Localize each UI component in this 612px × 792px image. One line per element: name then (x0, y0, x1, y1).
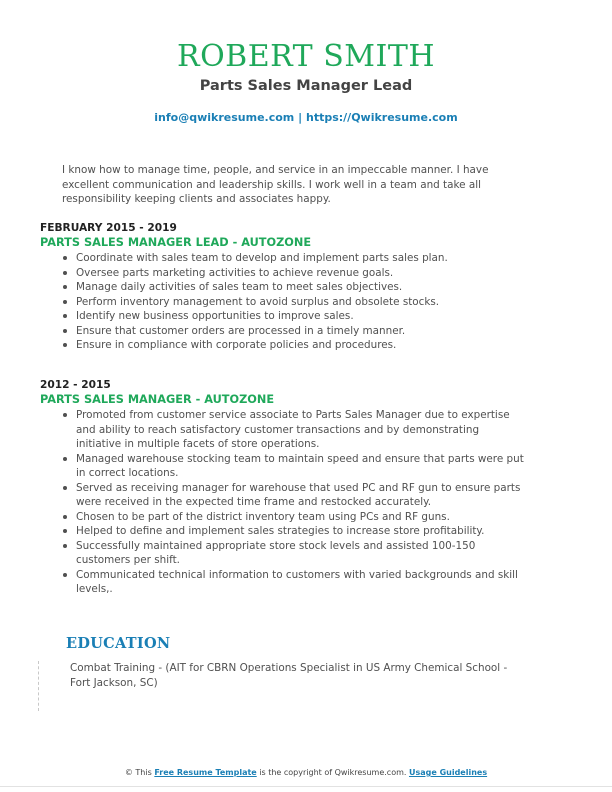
education-block (38, 659, 538, 711)
job-bullets (40, 408, 524, 597)
bullet-item: Successfully maintained appropriate store stock levels and assisted 100-150 customers per shift. (76, 539, 524, 568)
bullet-item: Ensure in compliance with corporate policies and procedures. (76, 338, 540, 353)
bullet-item: Oversee parts marketing activities to achieve revenue goals. (76, 266, 540, 281)
website-link[interactable]: https://Qwikresume.com (305, 111, 458, 124)
usage-guidelines-link[interactable]: Usage Guidelines (408, 768, 488, 777)
bullet-item: Identify new business opportunities to improve sales. (76, 309, 540, 324)
bullet-item: Ensure that customer orders are processed in a timely manner. (76, 324, 540, 339)
free-template-link[interactable]: Free Resume Template (154, 768, 257, 777)
bullet-item: Perform inventory management to avoid surplus and obsolete stocks. (76, 295, 540, 310)
bullet-item: Chosen to be part of the district inventory team using PCs and RF guns. (76, 510, 524, 525)
bullet-item: Coordinate with sales team to develop and implement parts sales plan. (76, 251, 540, 266)
job-entry-1 (40, 222, 540, 353)
bullet-item: Communicated technical information to customers with varied backgrounds and skill levels,. (76, 568, 524, 597)
bullet-item: Helped to define and implement sales strategies to increase store profitability. (76, 524, 524, 539)
job-title: PARTS SALES MANAGER - AUTOZONE (40, 393, 275, 406)
footer-divider (0, 786, 612, 787)
education-heading: EDUCATION (66, 635, 171, 652)
contact-line (0, 111, 612, 125)
job-entry-2 (40, 379, 540, 597)
bullet-item: Managed warehouse stocking team to maintain speed and ensure that parts were put in correct locations. (76, 452, 524, 479)
footer (0, 767, 612, 779)
contact-separator: | (298, 111, 303, 124)
job-dates: 2012 - 2015 (40, 379, 111, 391)
education-divider (38, 661, 39, 711)
job-bullets (40, 251, 540, 353)
candidate-name: ROBERT SMITH (176, 39, 436, 74)
summary-text: I know how to manage time, people, and service in an impeccable manner. I have excellent communication and leadership skills. I work well in a team and take all responsibility keeping clients and associates happy. (62, 164, 489, 205)
job-title: PARTS SALES MANAGER LEAD - AUTOZONE (40, 236, 312, 249)
bullet-item: Manage daily activities of sales team to meet sales objectives. (76, 280, 540, 295)
footer-copyright: is the copyright of Qwikresume.com. (259, 768, 407, 777)
education-entry: Combat Training - (AIT for CBRN Operations Specialist in US Army Chemical School - Fort Jackson, SC) (70, 662, 508, 689)
footer-prefix: © This (124, 768, 152, 777)
bullet-item: Promoted from customer service associate to Parts Sales Manager due to expertise and ability to reach satisfactory customer transactions and by demonstrating initiative in multiple facets of store operations. (76, 408, 524, 452)
email-link[interactable]: info@qwikresume.com (154, 111, 295, 124)
candidate-title: Parts Sales Manager Lead (199, 78, 413, 94)
job-dates: FEBRUARY 2015 - 2019 (40, 222, 177, 234)
bullet-item: Served as receiving manager for warehouse that used PC and RF gun to ensure parts were received in the expected time frame and restocked accurately. (76, 481, 524, 510)
